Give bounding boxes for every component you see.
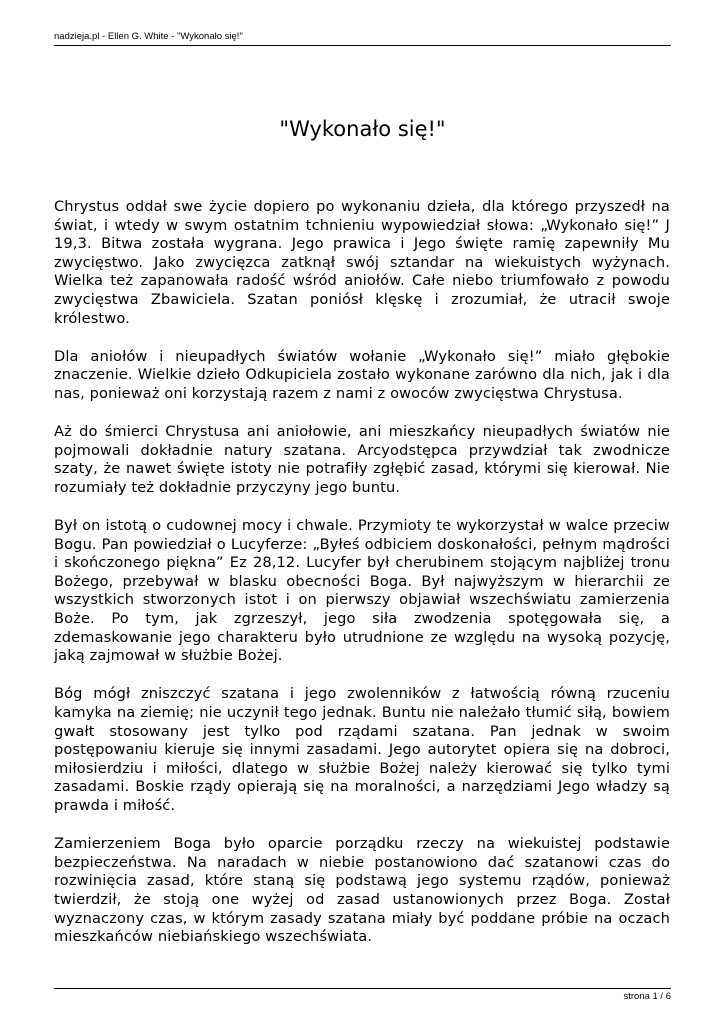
paragraph-6: Zamierzeniem Boga było oparcie porządku rzeczy na wiekuistej podstawie bezpieczeństwa. Na naradach w niebie postanowiono dać szatanowi czas do rozwinięcia zasad, które staną się podstawą jego systemu rządów, ponieważ twierdził, że stoją one wyżej od zasad ustanowionych przez Boga. Został wyznaczony czas, w którym zasady szatana miały być poddane próbie na oczach mieszkańców niebiańskiego wszechświata. bbox=[54, 835, 670, 946]
paragraph-3: Aż do śmierci Chrystusa ani aniołowie, ani mieszkańcy nieupadłych światów nie pojmowali dokładnie natury szatana. Arcyodstępca przywdział tak zwodnicze szaty, że nawet święte istoty nie potrafiły zgłębić zasad, którymi się kierował. Nie rozumiały też dokładnie przyczyny jego buntu. bbox=[54, 423, 670, 496]
document-title: "Wykonało się!" bbox=[279, 117, 446, 141]
page-number: strona 1 / 6 bbox=[623, 991, 671, 1002]
footer-divider bbox=[54, 988, 671, 989]
paragraph-5: Bóg mógł zniszczyć szatana i jego zwolenników z łatwością równą rzuceniu kamyka na ziemię; nie uczynił tego jednak. Buntu nie należało tłumić siłą, bowiem gwałt stosowany jest tylko pod rządami szatana. Pan jednak w swoim postępowaniu kieruje się innymi zasadami. Jego autorytet opiera się na dobroci, miłosierdziu i miłości, dlatego w służbie Bożej należy kierować się tylko tymi zasadami. Boskie rządy opierają się na moralności, a narzędziami Jego władzy są prawda i miłość. bbox=[54, 685, 670, 814]
document-body bbox=[54, 198, 670, 966]
running-header: nadzieja.pl - Ellen G. White - "Wykonało się!" bbox=[54, 31, 243, 42]
paragraph-2: Dla aniołów i nieupadłych światów wołanie „Wykonało się!” miało głębokie znaczenie. Wielkie dzieło Odkupiciela zostało wykonane zarówno dla nich, jak i dla nas, ponieważ oni korzystają razem z nami z owoców zwycięstwa Chrystusa. bbox=[54, 347, 670, 402]
paragraph-4: Był on istotą o cudownej mocy i chwale. Przymioty te wykorzystał w walce przeciw Bogu. Pan powiedział o Lucyferze: „Byłeś odbiciem doskonałości, pełnym mądrości i skończonego piękna” Ez 28,12. Lucyfer był cherubinem stojącym najbliżej tronu Bożego, przebywał w blasku obecności Boga. Był najwyższym w hierarchii ze wszystkich stworzonych istot i on pierwszy objawiał wszechświatu zamierzenia Boże. Po tym, jak zgrzeszył, jego siła zwodzenia spotęgowała się, a zdemaskowanie jego charakteru było utrudnione ze względu na wysoką pozycję, jaką zajmował w służbie Bożej. bbox=[54, 517, 670, 665]
paragraph-1: Chrystus oddał swe życie dopiero po wykonaniu dzieła, dla którego przyszedł na świat, i wtedy w swym ostatnim tchnieniu wypowiedział słowa: „Wykonało się!” J 19,3. Bitwa została wygrana. Jego prawica i Jego święte ramię zapewniły Mu zwycięstwo. Jako zwycięzca zatknął swój sztandar na wiekuistych wyżynach. Wielka też zapanowała radość wśród aniołów. Całe niebo triumfowało z powodu zwycięstwa Zbawiciela. Szatan poniósł klęskę i zrozumiał, że utracił swoje królestwo. bbox=[54, 198, 670, 327]
header-divider bbox=[54, 45, 671, 46]
